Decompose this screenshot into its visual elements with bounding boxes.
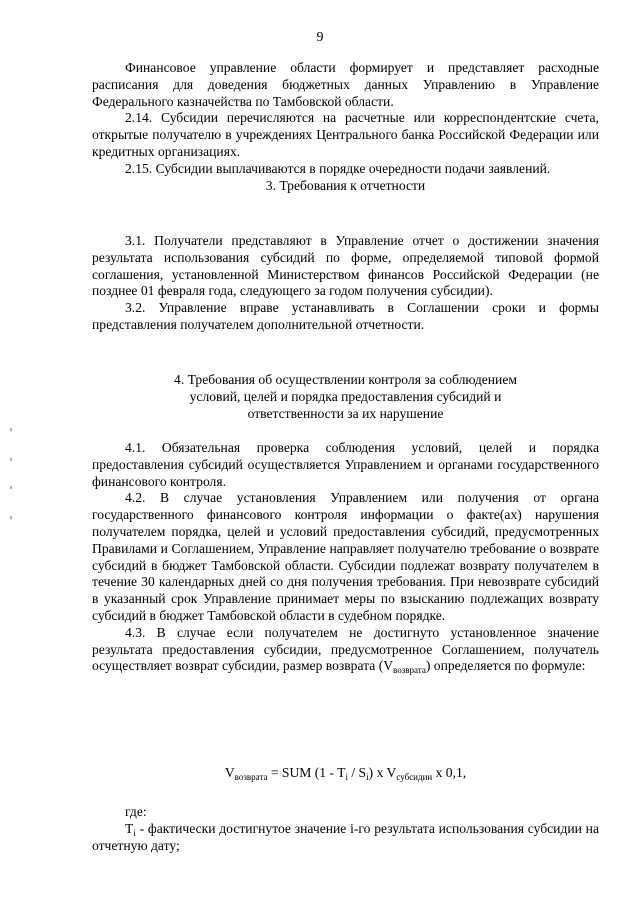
formula-vs-sub: субсидии — [396, 772, 433, 782]
section-heading-4 — [92, 372, 599, 422]
definition-ti — [92, 821, 599, 855]
paragraph-4-3-end: ) определяется по формуле: — [425, 658, 586, 674]
definition-ti-text: - фактически достигнутое значение i-го результата использования субсидии на отчетную дату; — [92, 820, 599, 853]
paragraph-4-2: 4.2. В случае установления Управлением или получения от органа государственного финансового контроля информации о факте(ах) нарушения получателем порядка, целей и условий предоставления субсидий, предусмотренных Правилами и Соглашением, Управление направляет получателю требование о возврате субсидий в бюджет Тамбовской области. Субсидии подлежат возврату получателем в течение 30 календарных дней со дня получения требования. При невозврате субсидий в указанный срок Управление принимает меры по взысканию подлежащих возврату субсидий в бюджет Тамбовской области в судебном порядке. — [92, 490, 599, 623]
paragraph-2-14: 2.14. Субсидии перечисляются на расчетные или корреспондентские счета, открытые получателю в учреждениях Центрального банка Российской Федерации или кредитных организациях. — [92, 110, 599, 159]
page-number: 9 — [316, 30, 324, 45]
formula-s-sub: i — [366, 772, 369, 782]
text-block-section-4 — [92, 440, 599, 675]
formula-v-sub: возврата — [234, 772, 268, 782]
paragraph-budget-schedules: Финансовое управление области формирует и представляет расходные расписания для доведения бюджетных данных Управлению в Управление Федерального казначейства по Тамбовской области. — [92, 60, 599, 109]
section-heading-4-line-1: 4. Требования об осуществлении контроля за соблюдением — [174, 372, 517, 387]
paragraph-3-2: 3.2. Управление вправе устанавливать в Соглашении сроки и формы представления получателем дополнительной отчетности. — [92, 300, 599, 332]
text-block-top — [92, 60, 599, 194]
paragraph-4-3 — [92, 625, 599, 675]
paragraph-3-1: 3.1. Получатели представляют в Управление отчет о достижении значения результата использования субсидий по форме, определяемой типовой формой соглашения, установленной Министерством финансов Российской Федерации (не позднее 01 февраля года, следующего за годом получения субсидии). — [92, 233, 599, 299]
definition-ti-symbol: T — [125, 820, 134, 836]
formula-mul: ) x V — [368, 765, 397, 780]
formula-div: / S — [347, 765, 367, 780]
section-heading-4-line-2: условий, целей и порядка предоставления субсидий и — [189, 388, 502, 404]
formula-tail: x 0,1, — [432, 765, 467, 780]
text-block-section-3 — [92, 233, 599, 334]
formula-block — [92, 765, 599, 782]
section-heading-3: 3. Требования к отчетности — [265, 177, 426, 193]
paragraph-4-1: 4.1. Обязательная проверка соблюдения условий, целей и порядка предоставления субсидий осуществляется Управлением и органами государственного финансового контроля. — [92, 440, 599, 489]
formula-v: V — [224, 765, 235, 780]
paragraph-4-3-subscript: возврата — [393, 665, 426, 676]
refund-formula — [92, 765, 599, 782]
where-label: где: — [125, 804, 147, 819]
text-block-definitions — [92, 804, 599, 854]
section-heading-4-line-3: ответственности за их нарушение — [247, 405, 444, 421]
scan-margin-marks — [10, 420, 13, 530]
paragraph-2-15: 2.15. Субсидии выплачиваются в порядке очередности подачи заявлений. — [125, 160, 551, 176]
paragraph-4-3-text: 4.3. В случае если получателем не достигнуто установленное значение результата предоставления субсидии, предусмотренное Соглашением, получатель осуществляет возврат субсидии, размер возврата (V — [92, 624, 599, 674]
formula-eq: = SUM (1 - T — [267, 765, 346, 780]
definition-ti-sub: i — [133, 827, 136, 838]
formula-t-sub: i — [345, 772, 348, 782]
